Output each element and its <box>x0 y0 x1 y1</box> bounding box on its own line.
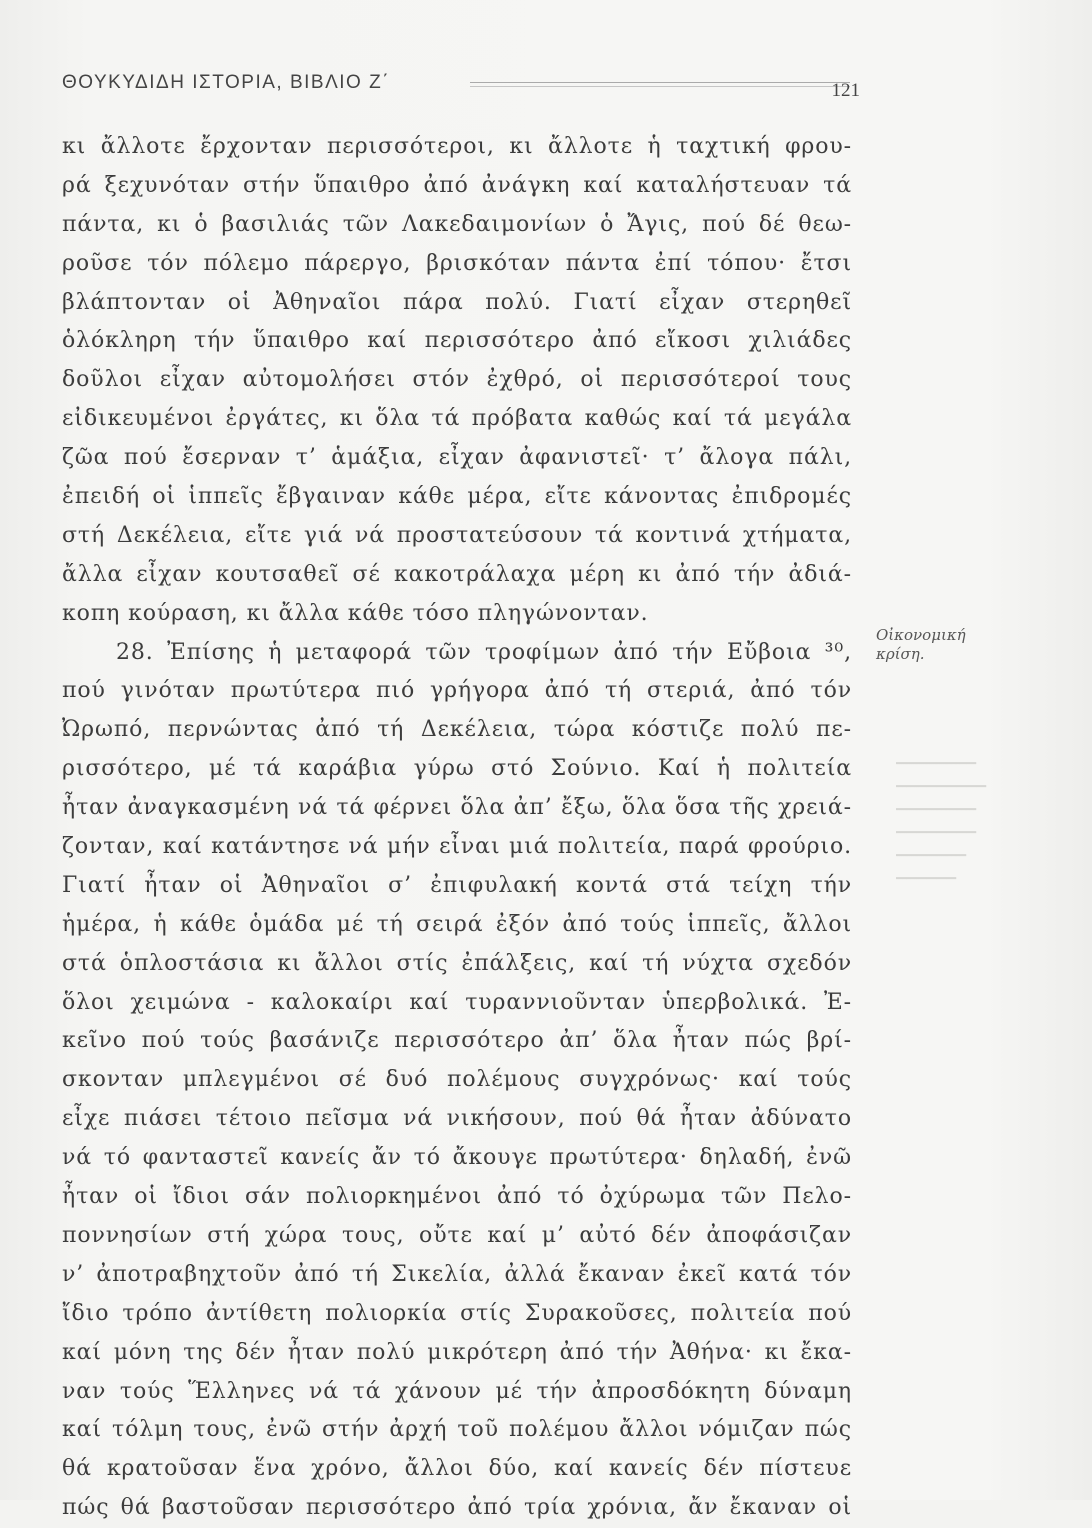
body-text <box>62 128 852 1528</box>
header-rule-secondary <box>470 86 850 87</box>
running-title: ΘΟΥΚΥΔΙΔΗ ΙΣΤΟΡΙΑ, ΒΙΒΛΙΟ Ζ΄ <box>62 72 391 93</box>
show-through-line: ▁▁▁▁▁▁▁▁ <box>896 819 976 834</box>
text-line: δοῦλοι εἶχαν αὐτομολήσει στόν ἐχθρό, οἱ περισσότεροί τους <box>62 367 852 393</box>
text-line: ρισσότερο, μέ τά καράβια γύρω στό Σούνιο. Καί ἡ πολιτεία <box>62 756 852 782</box>
show-through-line: ▁▁▁▁▁▁▁▁ <box>896 796 976 811</box>
text-line: ρά ξεχυνόταν στήν ὕπαιθρο ἀπό ἀνάγκη καί καταλήστευαν τά <box>62 172 852 198</box>
margin-note: Οἰκονομική κρίση. <box>876 626 966 663</box>
text-line: βλάπτονταν οἱ Ἀθηναῖοι πάρα πολύ. Γιατί εἶχαν στερηθεῖ <box>62 289 852 315</box>
show-through-text <box>896 746 1028 884</box>
text-line: ἐπειδή οἱ ἱππεῖς ἔβγαιναν κάθε μέρα, εἴτε κάνοντας ἐπιδρομές <box>62 484 852 510</box>
text-line: νά τό φανταστεῖ κανείς ἄν τό ἄκουγε πρωτύτερα· δηλαδή, ἐνῶ <box>62 1145 852 1171</box>
text-line: καί μόνη της δέν ἦταν πολύ μικρότερη ἀπό τήν Ἀθήνα· κι ἔκα- <box>62 1339 852 1365</box>
text-line-section-28-start: 28. Ἐπίσης ἡ μεταφορά τῶν τροφίμων ἀπό τήν Εὔβοια ³⁰, <box>116 639 852 665</box>
text-line: ροῦσε τόν πόλεμο πάρεργο, βρισκόταν πάντα ἐπί τόπου· ἔτσι <box>62 250 852 276</box>
text-line: καί τόλμη τους, ἐνῶ στήν ἀρχή τοῦ πολέμου ἄλλοι νόμιζαν πώς <box>62 1417 852 1443</box>
text-line: ἦταν οἱ ἴδιοι σάν πολιορκημένοι ἀπό τό ὀχύρωμα τῶν Πελο- <box>62 1184 852 1210</box>
text-line: πάντα, κι ὁ βασιλιάς τῶν Λακεδαιμονίων ὁ Ἄγις, πού δέ θεω- <box>62 211 852 237</box>
text-line-paragraph-end: κοπη κούραση, κι ἄλλα κάθε τόσο πληγώνονταν. <box>62 600 649 626</box>
show-through-line: ▁▁▁▁▁▁▁▁▁ <box>896 773 986 788</box>
text-line: εἰδικευμένοι ἐργάτες, κι ὅλα τά πρόβατα καθώς καί τά μεγάλα <box>62 406 852 432</box>
text-line: Γιατί ἦταν οἱ Ἀθηναῖοι σ’ ἐπιφυλακή κοντά στά τείχη τήν <box>62 872 852 898</box>
text-line: ναν τούς Ἕλληνες νά τά χάνουν μέ τήν ἀπροσδόκητη δύναμη <box>62 1378 852 1404</box>
text-line: ποννησίων στή χώρα τους, οὔτε καί μ’ αὐτό δέν ἀποφάσιζαν <box>62 1222 852 1248</box>
text-line: ἦταν ἀναγκασμένη νά τά φέρνει ὅλα ἀπ’ ἔξω, ὅλα ὅσα τῆς χρειά- <box>62 795 852 821</box>
text-line: ζῶα πού ἔσερναν τ’ ἁμάξια, εἶχαν ἀφανιστεῖ· τ’ ἄλογα πάλι, <box>62 445 852 471</box>
text-line: θά κρατοῦσαν ἕνα χρόνο, ἄλλοι δύο, καί κανείς δέν πίστευε <box>62 1456 852 1482</box>
header-rule <box>470 82 850 83</box>
text-line: στά ὁπλοστάσια κι ἄλλοι στίς ἐπάλξεις, καί τή νύχτα σχεδόν <box>62 950 852 976</box>
text-line: ἴδιο τρόπο ἀντίθετη πολιορκία στίς Συρακοῦσες, πολιτεία πού <box>62 1300 852 1326</box>
text-line: ν’ ἀποτραβηχτοῦν ἀπό τή Σικελία, ἀλλά ἔκαναν ἐκεῖ κατά τόν <box>62 1261 852 1287</box>
text-line: ὁλόκληρη τήν ὕπαιθρο καί περισσότερο ἀπό εἴκοσι χιλιάδες <box>62 328 852 354</box>
text-line: πώς θά βαστοῦσαν περισσότερο ἀπό τρία χρόνια, ἄν ἔκαναν οἱ <box>62 1495 852 1521</box>
page-header <box>62 72 860 102</box>
show-through-line: ▁▁▁▁▁▁▁▁ <box>896 750 976 765</box>
text-line: εἶχε πιάσει τέτοιο πεῖσμα νά νικήσουν, πού θά ἦταν ἀδύνατο <box>62 1106 852 1132</box>
text-line: κι ἄλλοτε ἔρχονταν περισσότεροι, κι ἄλλοτε ἡ ταχτική φρου- <box>62 134 852 159</box>
text-line: ζονταν, καί κατάντησε νά μήν εἶναι μιά πολιτεία, παρά φρούριο. <box>62 834 852 860</box>
show-through-line: ▁▁▁▁▁▁▁ <box>896 842 966 857</box>
show-through-line: ▁▁▁▁▁▁ <box>896 865 956 880</box>
text-line: ἡμέρα, ἡ κάθε ὁμάδα μέ τή σειρά ἐξόν ἀπό τούς ἱππεῖς, ἄλλοι <box>62 911 852 937</box>
page-number: 121 <box>831 80 860 101</box>
text-line: στή Δεκέλεια, εἴτε γιά νά προστατεύσουν τά κοντινά χτήματα, <box>62 522 852 548</box>
text-line: κεῖνο πού τούς βασάνιζε περισσότερο ἀπ’ ὅλα ἦταν πώς βρί- <box>62 1028 852 1054</box>
text-line: ὅλοι χειμώνα - καλοκαίρι καί τυραννιοῦνταν ὑπερβολικά. Ἐ- <box>62 989 852 1015</box>
text-line: σκονταν μπλεγμένοι σέ δυό πολέμους συγχρόνως· καί τούς <box>62 1067 852 1093</box>
text-line: ἄλλα εἶχαν κουτσαθεῖ σέ κακοτράλαχα μέρη κι ἀπό τήν ἀδιά- <box>62 561 852 587</box>
text-line: πού γινόταν πρωτύτερα πιό γρήγορα ἀπό τή στεριά, ἀπό τόν <box>62 678 852 704</box>
text-line: Ὠρωπό, περνώντας ἀπό τή Δεκέλεια, τώρα κόστιζε πολύ πε- <box>62 717 852 743</box>
